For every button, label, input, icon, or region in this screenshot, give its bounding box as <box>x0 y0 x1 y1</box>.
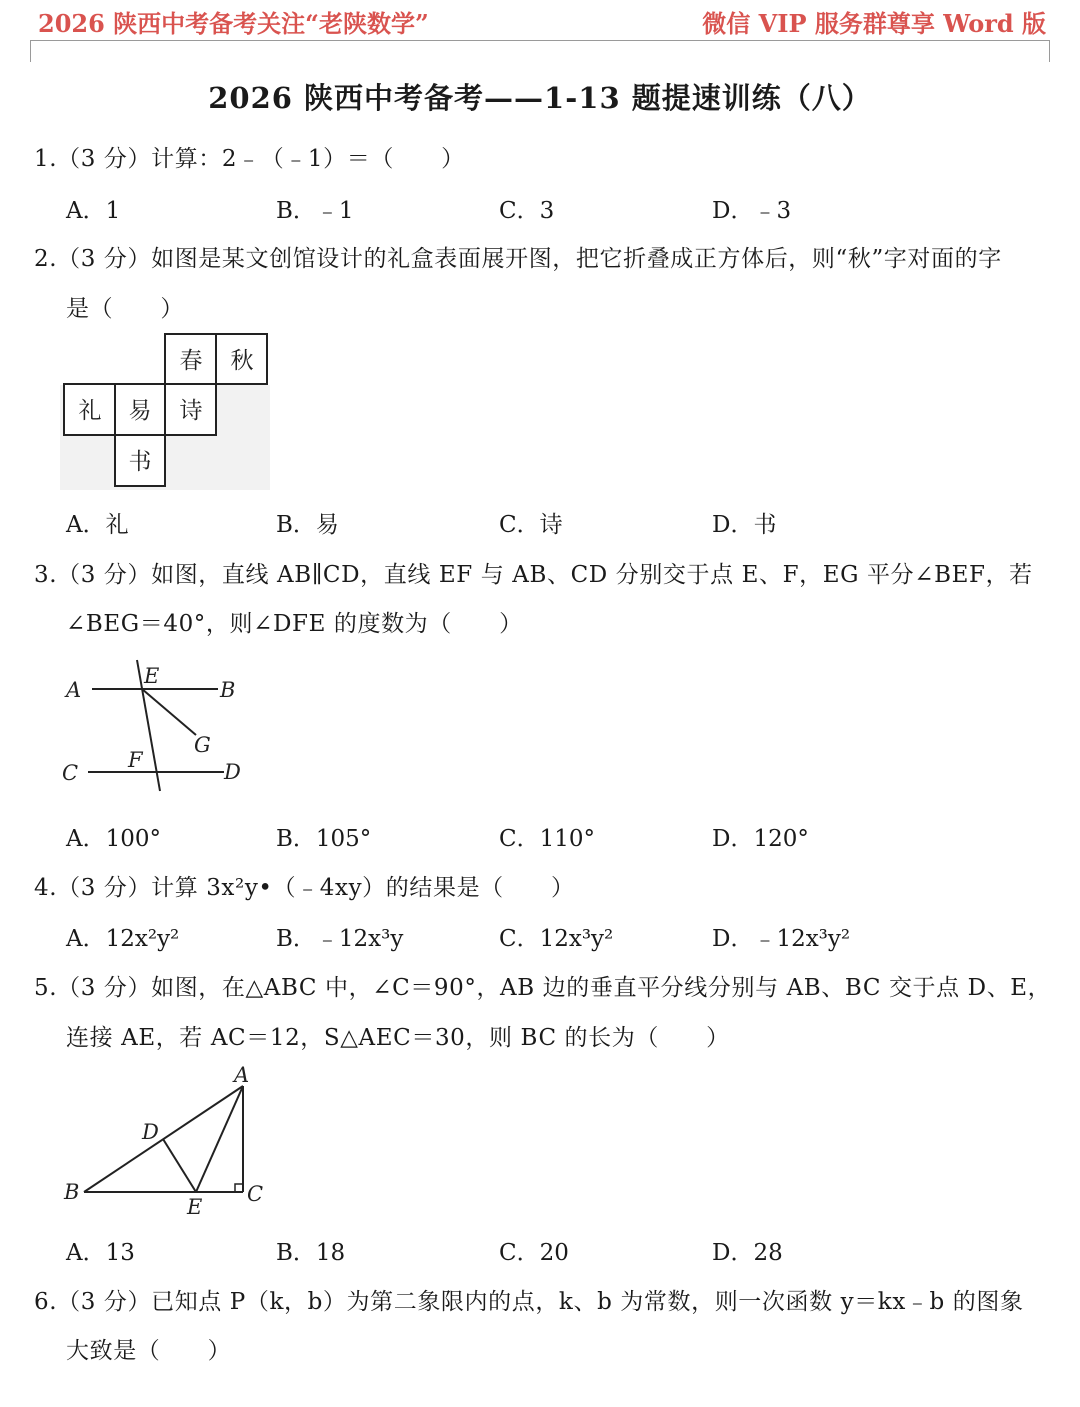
q2-stem-line1: 2.（3 分）如图是某文创馆设计的礼盒表面展开图，把它折叠成正方体后，则“秋”字对面的字 <box>34 246 1002 272</box>
q3-label-b: B <box>220 678 236 702</box>
q5-stem-line1: 5.（3 分）如图，在△ABC 中，∠C＝90°，AB 边的垂直平分线分别与 AB、BC 交于点 D、E， <box>34 975 1052 1001</box>
q5-label-d: D <box>142 1120 159 1144</box>
q6-stem-line1: 6.（3 分）已知点 P（k，b）为第二象限内的点，k、b 为常数，则一次函数 y＝kx﹣b 的图象 <box>34 1289 1024 1315</box>
header-corner-left <box>30 40 31 62</box>
q2-cell-yi: 易 <box>128 398 152 424</box>
q5-right-angle-mark <box>235 1184 243 1192</box>
q5-label-c: C <box>247 1182 264 1206</box>
header-corner-right <box>1049 40 1050 62</box>
header-left-text: 2026 陕西中考备考关注“老陕数学” <box>38 9 429 38</box>
q1-option-d[interactable]: D．﹣3 <box>712 198 792 224</box>
q4-option-d[interactable]: D．﹣12x³y² <box>712 926 851 952</box>
page-title: 2026 陕西中考备考——1-13 题提速训练（八） <box>208 81 872 115</box>
q4-option-a[interactable]: A．12x²y² <box>66 926 180 952</box>
q3-label-d: D <box>224 760 241 784</box>
header-right-text: 微信 VIP 服务群尊享 Word 版 <box>702 9 1046 38</box>
q5-stem-line2: 连接 AE，若 AC＝12，S△AEC＝30，则 BC 的长为（ ） <box>66 1025 730 1051</box>
q3-option-a[interactable]: A．100° <box>66 826 162 852</box>
header-divider <box>30 40 1050 41</box>
q5-option-a[interactable]: A．13 <box>66 1240 135 1266</box>
q3-label-e: E <box>144 664 160 688</box>
q2-cell-shi: 诗 <box>179 398 203 424</box>
q3-option-b[interactable]: B．105° <box>276 826 372 852</box>
q2-cube-net-figure <box>60 330 275 490</box>
q2-option-b[interactable]: B．易 <box>276 512 339 538</box>
q2-cell-spring: 春 <box>179 348 203 374</box>
q2-cell-autumn: 秋 <box>230 348 254 374</box>
q1-option-c[interactable]: C．3 <box>499 198 555 224</box>
q1-option-a[interactable]: A．1 <box>66 198 121 224</box>
q5-label-e: E <box>187 1195 203 1219</box>
q2-option-c[interactable]: C．诗 <box>499 512 563 538</box>
q3-parallel-lines-figure <box>58 655 248 795</box>
q4-stem: 4.（3 分）计算 3x²y•（﹣4xy）的结果是（ ） <box>34 875 575 901</box>
q3-label-g: G <box>194 733 211 757</box>
q3-option-d[interactable]: D．120° <box>712 826 809 852</box>
q6-stem-line2: 大致是（ ） <box>66 1338 232 1364</box>
q5-segment-de <box>163 1139 196 1192</box>
q3-option-c[interactable]: C．110° <box>499 826 595 852</box>
q4-option-c[interactable]: C．12x³y² <box>499 926 614 952</box>
q5-label-a: A <box>234 1063 250 1087</box>
q5-triangle-figure <box>58 1062 273 1222</box>
q3-stem-line1: 3.（3 分）如图，直线 AB∥CD，直线 EF 与 AB、CD 分别交于点 E、F，EG 平分∠BEF，若 <box>34 562 1033 588</box>
q5-option-b[interactable]: B．18 <box>276 1240 346 1266</box>
q3-label-a: A <box>66 678 82 702</box>
q2-option-a[interactable]: A．礼 <box>66 512 129 538</box>
q5-option-c[interactable]: C．20 <box>499 1240 569 1266</box>
q1-option-b[interactable]: B．﹣1 <box>276 198 354 224</box>
q3-stem-line2: ∠BEG＝40°，则∠DFE 的度数为（ ） <box>66 611 523 637</box>
q5-option-d[interactable]: D．28 <box>712 1240 783 1266</box>
q2-option-d[interactable]: D．书 <box>712 512 777 538</box>
q2-cell-shu: 书 <box>128 449 152 475</box>
q3-label-f: F <box>128 748 143 772</box>
q4-option-b[interactable]: B．﹣12x³y <box>276 926 404 952</box>
q3-ray-eg <box>142 689 196 735</box>
q2-cell-li: 礼 <box>78 398 102 424</box>
q3-label-c: C <box>62 761 79 785</box>
q1-stem: 1.（3 分）计算：2﹣（﹣1）＝（ ） <box>34 146 465 172</box>
q2-stem-line2: 是（ ） <box>66 296 184 322</box>
q5-label-b: B <box>64 1180 80 1204</box>
